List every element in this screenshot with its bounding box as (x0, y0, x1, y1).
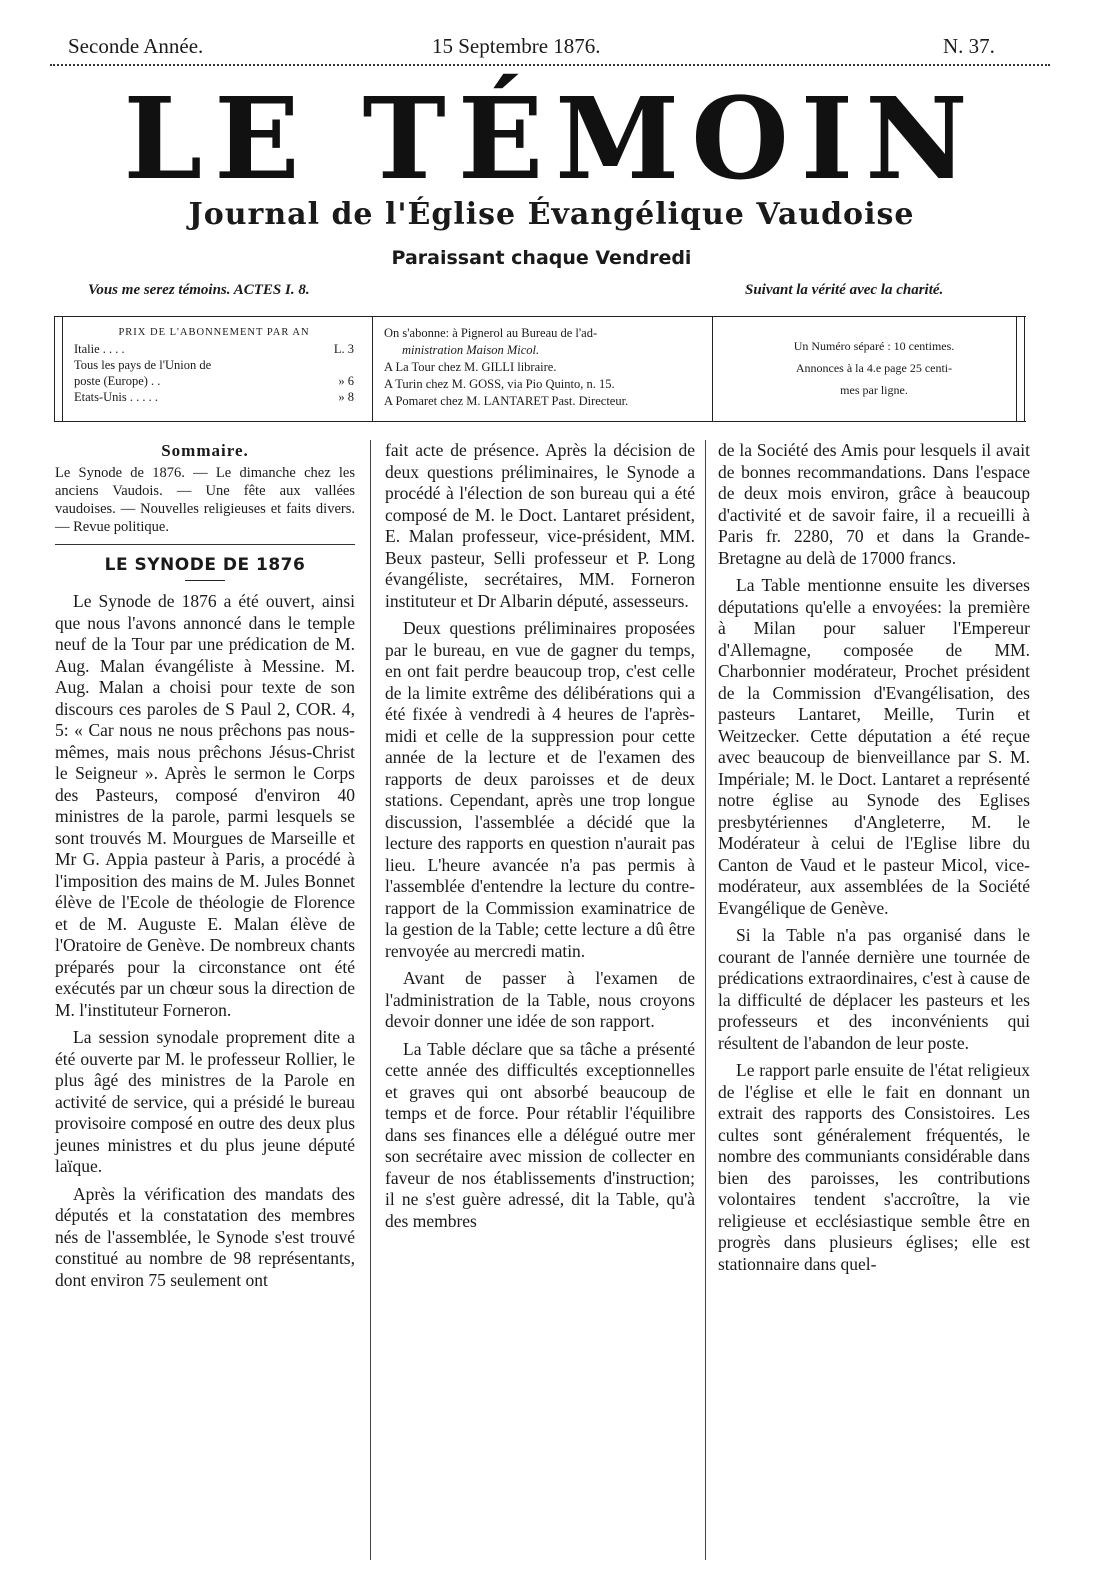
price-value: » 8 (338, 390, 354, 404)
price-label: Tous les pays de l'Union de (74, 358, 212, 372)
price-label: Etats-Unis . . . . . (74, 390, 159, 404)
article-paragraph: La Table déclare que sa tâche a présenté cette année des difficultés exceptionnelles et graves qui ont absorbé beaucoup de temps et de force. Pour rétablir l'équilibre dans ses finances elle a délégué outre mer son secrétaire avec mission de collecter en faveur de nos établissements d'instruction; il ne s'est guère adressé, dit la Table, qu'à des membres (385, 1038, 695, 1231)
article-paragraph: La Table mentionne ensuite les diverses députations qu'elle a envoyées: la première à Milan pour saluer l'Empereur d'Allemagne, composée de MM. Charbonnier modérateur, Prochet président de la Commission d'Evangélisation, des pasteurs Lantaret, Meille, Turin et Weitzecker. Cette députation a été reçue avec beaucoup de bienveillance par S. M. Impériale; M. le Doct. Lantaret a représenté notre église au Synode des Eglises presbytériennes d'Angleterre, M. le Modérateur à celui de l'Eglise libre du Canton de Vaud et le pasteur Micol, vice-modérateur, aux assemblées de la Société Evangélique de Genève. (718, 575, 1030, 918)
price-heading: PRIX DE L'ABONNEMENT PAR AN (118, 327, 310, 338)
issue-date: 15 Septembre 1876. (432, 34, 601, 58)
location-line: On s'abonne: à Pignerol au Bureau de l'ad- (384, 326, 598, 340)
single-issue-info (744, 335, 1004, 401)
issue-header (0, 30, 1103, 60)
single-issue-line: Annonces à la 4.e page 25 centi- (795, 361, 953, 375)
article-paragraph: Avant de passer à l'examen de l'administration de la Table, nous croyons devoir donner une idée de son rapport. (385, 968, 695, 1031)
article-paragraph: La session synodale proprement dite a été ouverte par M. le professeur Rollier, le plus âgé des ministres de la Parole en activité de service, qui a présidé le bureau provisoire composé en outre des deux plus jeunes ministres et du plus jeune député laïque. (55, 1027, 355, 1176)
price-row (74, 357, 354, 373)
article-title: LE SYNODE DE 1876 (104, 554, 306, 575)
subscription-box (54, 316, 1026, 422)
column-3 (718, 440, 1030, 1281)
box-divider-2 (712, 317, 713, 421)
subscription-locations (384, 325, 704, 410)
edition-label: Seconde Année. (68, 34, 204, 58)
location-line: A Pomaret chez M. LANTARET Past. Directeur. (384, 394, 629, 408)
article-paragraph: Après la vérification des mandats des députés et la constatation des membres nés de l'assemblée, le Synode s'est trouvé constitué au nombre de 98 représentants, dont environ 75 seulement ont (55, 1183, 355, 1290)
summary-divider (55, 544, 355, 545)
single-issue-line: Un Numéro séparé : 10 centimes. (793, 339, 955, 353)
newspaper-subtitle: Journal de l'Église Évangélique Vaudoise (188, 197, 915, 232)
price-value: L. 3 (333, 342, 354, 356)
price-list (74, 325, 354, 405)
price-row (74, 389, 354, 405)
price-value: » 6 (338, 374, 354, 388)
newspaper-title: LE TÉMOIN (123, 74, 980, 205)
price-label: poste (Europe) . . (74, 374, 161, 388)
article-paragraph: Le Synode de 1876 a été ouvert, ainsi que nous l'avons annoncé dans le temple neuf de la Tour par une prédication de M. Aug. Malan évangéliste à Messine. M. Aug. Malan a choisi pour texte de son discours ces paroles de S Paul 2, COR. 4, 5: « Car nous ne nous prêchons pas nous-mêmes, mais nous prêchons Jésus-Christ le Seigneur ». Après le sermon le Corps des Pasteurs, composé d'environ 40 ministres de la parole, parmi lesquels se sont trouvés M. Mourgues de Marseille et Mr G. Appia pasteur à Paris, a procédé à l'imposition des mains de M. Jules Bonnet élève de l'Ecole de théologie de Florence et de M. Auguste E. Malan élève de l'Oratoire de Genève. De nombreux chants préparés pour la circonstance ont été exécutés par un chœur sous la direction de M. l'instituteur Forneron. (55, 591, 355, 1020)
price-row (74, 341, 354, 357)
column-1 (55, 440, 355, 1297)
issue-number: N. 37. (943, 34, 995, 58)
column-rule (705, 440, 706, 1560)
column-rule (370, 440, 371, 1560)
article-paragraph: fait acte de présence. Après la décision de deux questions préliminaires, le Synode a procédé à l'élection de son bureau qui a été composé de M. le Doct. Lantaret président, E. Malan professeur, vice-président, MM. Beux pasteur, Selli professeur et P. Long évangéliste, secrétaires, MM. Forneron instituteur et Dr Albarin député, assesseurs. (385, 440, 695, 611)
motto-left: Vous me serez témoins. ACTES I. 8. (88, 282, 310, 298)
summary-text: Le Synode de 1876. — Le dimanche chez les anciens Vaudois. — Une fête aux vallées vaudoises. — Nouvelles religieuses et faits divers. — Revue politique. (55, 464, 355, 535)
publication-frequency: Paraissant chaque Vendredi (391, 247, 692, 269)
motto-right: Suivant la vérité avec la charité. (745, 282, 944, 298)
box-border-right (1024, 317, 1025, 421)
single-issue-line: mes par ligne. (840, 383, 908, 397)
header-divider (50, 64, 1050, 66)
article-paragraph: Si la Table n'a pas organisé dans le courant de l'année dernière une tournée de prédications extraordinaires, c'est à cause de la difficulté de déplacer les pasteurs et les professeurs et des inconvénients qui résultent de l'abandon de leur poste. (718, 925, 1030, 1053)
box-border-right-inner (1016, 317, 1017, 421)
box-border-left (54, 317, 55, 421)
article-paragraph: Deux questions préliminaires proposées par le bureau, en vue de gagner du temps, en ont fait perdre beaucoup trop, c'est celle de la limite extrême des délibérations qui a été fixée à vendredi à 4 heures de l'après-midi et celle de la suppression pour cette année de la lecture et de l'examen des rapports de deux paroisses et de deux stations. Cependant, après une trop longue discussion, l'assemblée a décidé que la lecture des rapports en question n'aurait pas lieu. L'heure avancée n'a pas permis à l'assemblée d'entendre la lecture du contre-rapport de la Commission examinatrice de la gestion de la Table; cette lecture a dû être renvoyée au mercredi matin. (385, 618, 695, 961)
article-paragraph: de la Société des Amis pour lesquels il avait de bonnes recommandations. Dans l'espace de deux mois environ, grâce à beaucoup d'activité et de savoir faire, il a recueilli à Paris fr. 2280, 70 et dans la Grande-Bretagne au delà de 17000 francs. (718, 440, 1030, 568)
location-line: A Turin chez M. GOSS, via Pio Quinto, n. 15. (384, 377, 615, 391)
price-row (74, 373, 354, 389)
article-paragraph: Le rapport parle ensuite de l'état religieux de l'église et elle le fait en donnant un extrait des rapports des Consistoires. Les cultes sont généralement fréquentés, le nombre des communiants considérable dans bien des paroisses, les contributions volontaires tendent s'accroître, la vie religieuse et ecclésiastique semble être en progrès dans plusieurs églises; elle est stationnaire dans quel- (718, 1060, 1030, 1274)
column-2 (385, 440, 695, 1238)
box-divider-1 (372, 317, 373, 421)
box-border-left-inner (62, 317, 63, 421)
summary-title: Sommaire. (161, 441, 249, 460)
title-dash (185, 580, 225, 581)
location-line: ministration Maison Micol. (402, 343, 540, 357)
price-label: Italie . . . . (74, 342, 125, 356)
location-line: A La Tour chez M. GILLI libraire. (384, 360, 557, 374)
